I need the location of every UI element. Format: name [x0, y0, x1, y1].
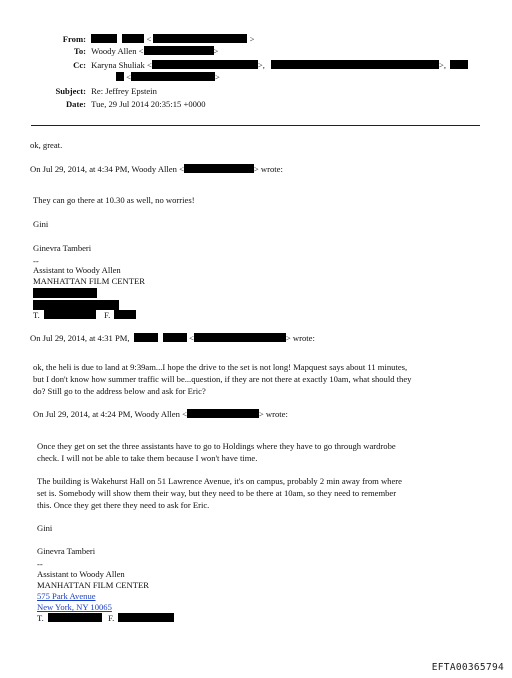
signature-name: Ginevra Tamberi [33, 243, 92, 253]
quote3-p2-line1: The building is Wakehurst Hall on 51 Lawrence Avenue, it's on campus, probably 2 min away from where [37, 476, 402, 486]
signature2-dash: -- [37, 559, 43, 569]
quote1-wrote: > wrote: [253, 164, 283, 174]
subject-label: Subject: [55, 86, 86, 96]
redaction-block [116, 72, 124, 81]
quote3-intro [33, 409, 288, 420]
redaction-block [184, 164, 254, 173]
cc-row-continued [116, 72, 220, 83]
from-label: From: [62, 34, 86, 44]
redaction-block [91, 34, 117, 43]
cc-row [30, 60, 468, 71]
signature-org: MANHATTAN FILM CENTER [33, 276, 145, 286]
redaction-block [450, 60, 468, 69]
redaction-block [152, 60, 258, 69]
redaction-block [114, 310, 136, 319]
quote1-intro [30, 164, 283, 175]
fax-label: F. [104, 310, 111, 320]
quote2-line3: do? Still go to the address below and ask for Eric? [33, 386, 206, 396]
quote1-intro-text: On Jul 29, 2014, at 4:34 PM, Woody Allen < [30, 164, 184, 174]
header-divider [31, 125, 480, 126]
phone-label: T. [33, 310, 40, 320]
address-redaction [33, 288, 97, 300]
address-line1-link[interactable] [37, 591, 96, 602]
date-value: Tue, 29 Jul 2014 20:35:15 +0000 [91, 99, 206, 109]
redaction-block [44, 310, 96, 319]
to-label: To: [73, 46, 86, 56]
quote2-lt: < [189, 333, 194, 343]
cc2-gt: > [215, 72, 220, 82]
date-label: Date: [65, 99, 86, 109]
quote3-p2-line2: set is. Somebody will show them their way, but they need to be there at 10am, so they need to remember [37, 488, 397, 498]
phone-label-2: T. [37, 613, 44, 623]
redaction-block [194, 333, 286, 342]
redaction-block [163, 333, 187, 342]
signature-dash: -- [33, 256, 39, 266]
quote3-intro-text: On Jul 29, 2014, at 4:24 PM, Woody Allen < [33, 409, 187, 419]
quote3-wrote: > wrote: [258, 409, 288, 419]
address-link-1[interactable]: 575 Park Avenue [37, 591, 96, 601]
redaction-block [118, 613, 174, 622]
from-row [30, 34, 255, 45]
subject-row [30, 86, 157, 97]
signature2-org: MANHATTAN FILM CENTER [37, 580, 149, 590]
quote3-p1-line2: check. I will not be able to take them because I won't have time. [37, 453, 258, 463]
quote2-line1: ok, the heli is due to land at 9:39am...I hope the drive to the set is not long! Mapquest says about 11 minutes, [33, 362, 408, 372]
quote2-intro-text: On Jul 29, 2014, at 4:31 PM, [30, 333, 130, 343]
redaction-block [131, 72, 215, 81]
address-link-2[interactable]: New York, NY 10065 [37, 602, 112, 612]
from-lt: < [146, 34, 152, 44]
redaction-block [187, 409, 259, 418]
redaction-block [122, 34, 144, 43]
to-gt: > [213, 46, 219, 56]
document-id: EFTA00365794 [431, 662, 504, 673]
to-value: Woody Allen < [91, 46, 144, 56]
redaction-block [134, 333, 158, 342]
cc2-lt: < [126, 72, 132, 82]
to-row [30, 46, 218, 57]
redaction-block [33, 288, 97, 298]
signature2-name: Ginevra Tamberi [37, 546, 96, 556]
quote3-p1-line1: Once they get on set the three assistants have to go to Holdings where they have to go through wardrobe [37, 441, 396, 451]
quote1-line: They can go there at 10.30 as well, no worries! [33, 195, 195, 205]
redaction-block [33, 300, 119, 310]
phone-fax-row [33, 310, 136, 321]
subject-value: Re: Jeffrey Epstein [91, 86, 157, 96]
signature-role: Assistant to Woody Allen [33, 265, 121, 275]
redaction-block [48, 613, 102, 622]
signature2-gini: Gini [37, 523, 53, 533]
redaction-block [144, 46, 214, 55]
signature-gini: Gini [33, 219, 49, 229]
redaction-block [153, 34, 247, 43]
quote3-p2-line3: this. Once they get there they need to ask for Eric. [37, 500, 210, 510]
date-row [30, 99, 206, 110]
phone-fax-row-2 [37, 613, 174, 624]
from-gt: > [249, 34, 255, 44]
cc-value: Karyna Shuliak < [91, 60, 152, 70]
signature2-role: Assistant to Woody Allen [37, 569, 125, 579]
quote2-intro [30, 333, 315, 344]
cc-gt-comma: >, [257, 60, 265, 70]
quote2-wrote: > wrote: [285, 333, 315, 343]
reply-text: ok, great. [30, 140, 63, 150]
address-line2-link[interactable] [37, 602, 112, 613]
redaction-block [271, 60, 439, 69]
cc-label: Cc: [73, 60, 86, 70]
quote2-line2: but I don't know how summer traffic will be...question, if they are not there at exactly 10am, what should they [33, 374, 412, 384]
fax-label-2: F. [108, 613, 115, 623]
cc-gt-comma-2: >, [439, 60, 447, 70]
